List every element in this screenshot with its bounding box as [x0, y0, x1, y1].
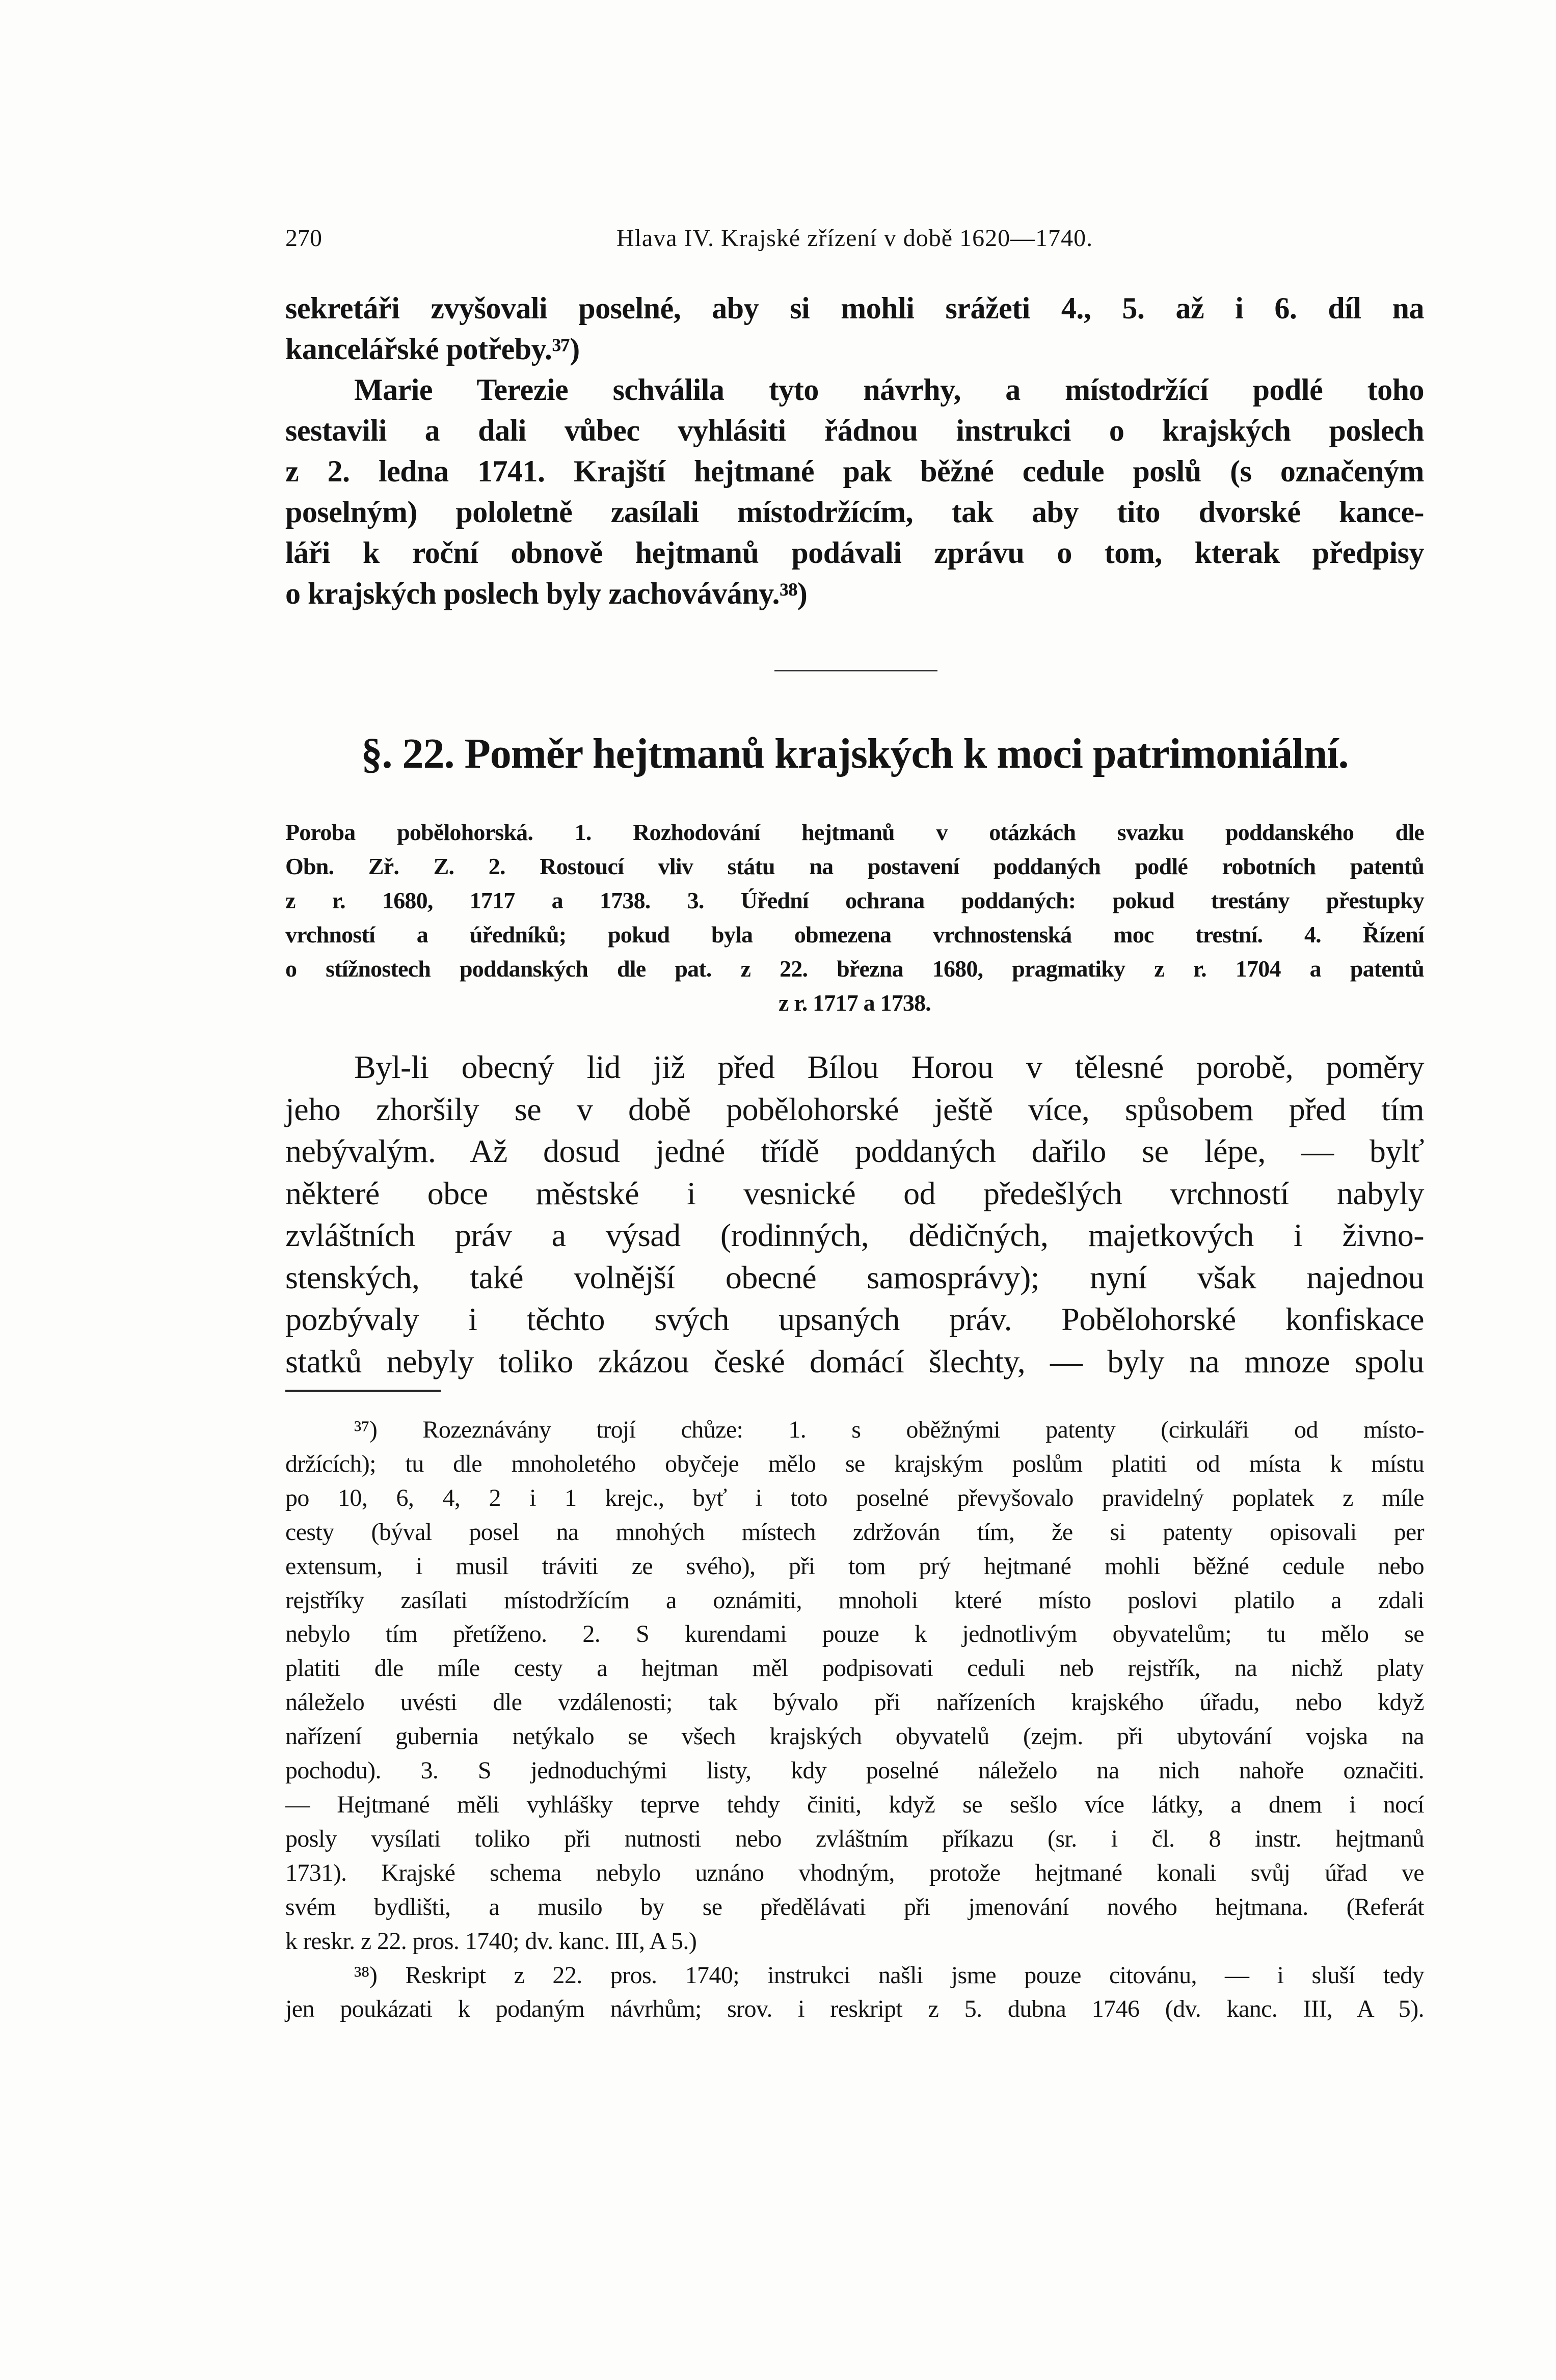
footnote-line: svém bydlišti, a musilo by se předělávati při jmenování nového hejtmana. (Referát — [285, 1893, 1424, 1921]
text-line: Byl-li obecný lid již před Bílou Horou v tělesné porobě, poměry — [354, 1049, 1424, 1085]
footnote-line: cesty (býval posel na mnohých místech zdržován tím, že si patenty opisovali per — [285, 1518, 1424, 1546]
running-title: Hlava IV. Krajské zřízení v době 1620—1740. — [616, 225, 1093, 252]
section-heading: §. 22. Poměr hejtmanů krajských k moci patrimoniální. — [361, 730, 1349, 777]
footnote-line: rejstříky zasílati místodržícím a oznámiti, mnoholi které místo poslovi platilo a zdali — [285, 1586, 1424, 1614]
summary-line: Poroba pobělohorská. 1. Rozhodování hejtmanů v otázkách svazku poddanského dle — [285, 819, 1424, 845]
footnote-line: k reskr. z 22. pros. 1740; dv. kanc. III, A 5.) — [285, 1927, 697, 1955]
text-line: z 2. ledna 1741. Krajští hejtmané pak běžné cedule poslů (s označeným — [285, 454, 1424, 488]
text-line: pozbývaly i těchto svých upsaných práv. Pobělohorské konfiskace — [285, 1301, 1424, 1337]
text-line: láři k roční obnově hejtmanů podávali zprávu o tom, kterak předpisy — [285, 536, 1424, 570]
footnote-line: ³⁸) Reskript z 22. pros. 1740; instrukci našli jsme pouze citovánu, — i sluší tedy — [354, 1961, 1424, 1989]
footnote-line: nařízení gubernia netýkalo se všech krajských obyvatelů (zejm. při ubytování vojska na — [285, 1723, 1424, 1750]
footnote-line: posly vysílati toliko při nutnosti nebo zvláštním příkazu (sr. i čl. 8 instr. hejtmanů — [285, 1825, 1424, 1852]
section-divider — [774, 670, 937, 671]
summary-line: o stížnostech poddanských dle pat. z 22. března 1680, pragmatiky z r. 1704 a patentů — [285, 956, 1424, 982]
text-line: stenských, také volnější obecné samosprávy); nyní však najednou — [285, 1259, 1424, 1295]
footnote-line: pochodu). 3. S jednoduchými listy, kdy poselné náleželo na nich nahoře označiti. — [285, 1757, 1424, 1784]
text-line: některé obce městské i vesnické od předešlých vrchností nabyly — [285, 1175, 1424, 1211]
text-line: sekretáři zvyšovali poselné, aby si mohli srážeti 4., 5. až i 6. díl na — [285, 291, 1424, 325]
section-summary — [285, 815, 1424, 1020]
summary-line: z r. 1717 a 1738. — [778, 990, 931, 1016]
summary-line: Obn. Zř. Z. 2. Rostoucí vliv státu na postavení poddaných podlé robotních patentů — [285, 853, 1424, 879]
text-line: kancelářské potřeby.³⁷) — [285, 332, 580, 366]
text-line: poselným) pololetně zasílali místodržícím, tak aby tito dvorské kance- — [285, 495, 1424, 529]
body-text-main — [285, 1046, 1424, 1383]
footnote-rule — [285, 1390, 441, 1392]
footnote-line: nebylo tím přetíženo. 2. S kurendami pouze k jednotlivým obyvatelům; tu mělo se — [285, 1620, 1424, 1648]
running-header — [285, 222, 1424, 255]
footnote-line: platiti dle míle cesty a hejtman měl podpisovati ceduli neb rejstřík, na nichž platy — [285, 1655, 1424, 1682]
footnote-line: držících); tu dle mnoholetého obyčeje mělo se krajským poslům platiti od místa k místu — [285, 1450, 1424, 1477]
footnote-line: 1731). Krajské schema nebylo uznáno vhodným, protože hejtmané konali svůj úřad ve — [285, 1859, 1424, 1886]
text-line: nebývalým. Až dosud jedné třídě poddaných dařilo se lépe, — bylť — [285, 1133, 1424, 1169]
summary-line: z r. 1680, 1717 a 1738. 3. Úřední ochrana poddaných: pokud trestány přestupky — [285, 887, 1424, 913]
text-line: sestavili a dali vůbec vyhlásiti řádnou instrukci o krajských poslech — [285, 414, 1424, 447]
footnotes — [285, 1413, 1424, 2026]
summary-line: vrchností a úředníků; pokud byla obmezena vrchnostenská moc trestní. 4. Řízení — [285, 922, 1424, 948]
footnote-line: náleželo uvésti dle vzdálenosti; tak bývalo při nařízeních krajského úřadu, nebo když — [285, 1689, 1424, 1716]
text-line: Marie Terezie schválila tyto návrhy, a místodržící podlé toho — [354, 373, 1424, 407]
footnote-line: po 10, 6, 4, 2 i 1 krejc., byť i toto poselné převyšovalo pravidelný poplatek z míle — [285, 1484, 1424, 1511]
text-line: jeho zhoršily se v době pobělohorské ještě více, spůsobem před tím — [285, 1091, 1424, 1127]
text-line: statků nebyly toliko zkázou české domácí šlechty, — byly na mnoze spolu — [285, 1343, 1424, 1380]
text-line: zvláštních práv a výsad (rodinných, dědičných, majetkových i živno- — [285, 1217, 1424, 1253]
page-number: 270 — [285, 225, 322, 252]
body-text-top — [285, 288, 1424, 614]
text-line: o krajských poslech byly zachovávány.³⁸) — [285, 577, 808, 610]
footnote-line: ³⁷) Rozeznávány trojí chůze: 1. s oběžnými patenty (cirkuláři od místo- — [354, 1416, 1424, 1443]
footnote-line: jen poukázati k podaným návrhům; srov. i reskript z 5. dubna 1746 (dv. kanc. III, A 5). — [285, 1995, 1424, 2023]
footnote-line: — Hejtmané měli vyhlášky teprve tehdy činiti, když se sešlo více látky, a dnem i nocí — [285, 1791, 1424, 1818]
footnote-line: extensum, i musil tráviti ze svého), při tom prý hejtmané mohli běžné cedule nebo — [285, 1552, 1424, 1580]
